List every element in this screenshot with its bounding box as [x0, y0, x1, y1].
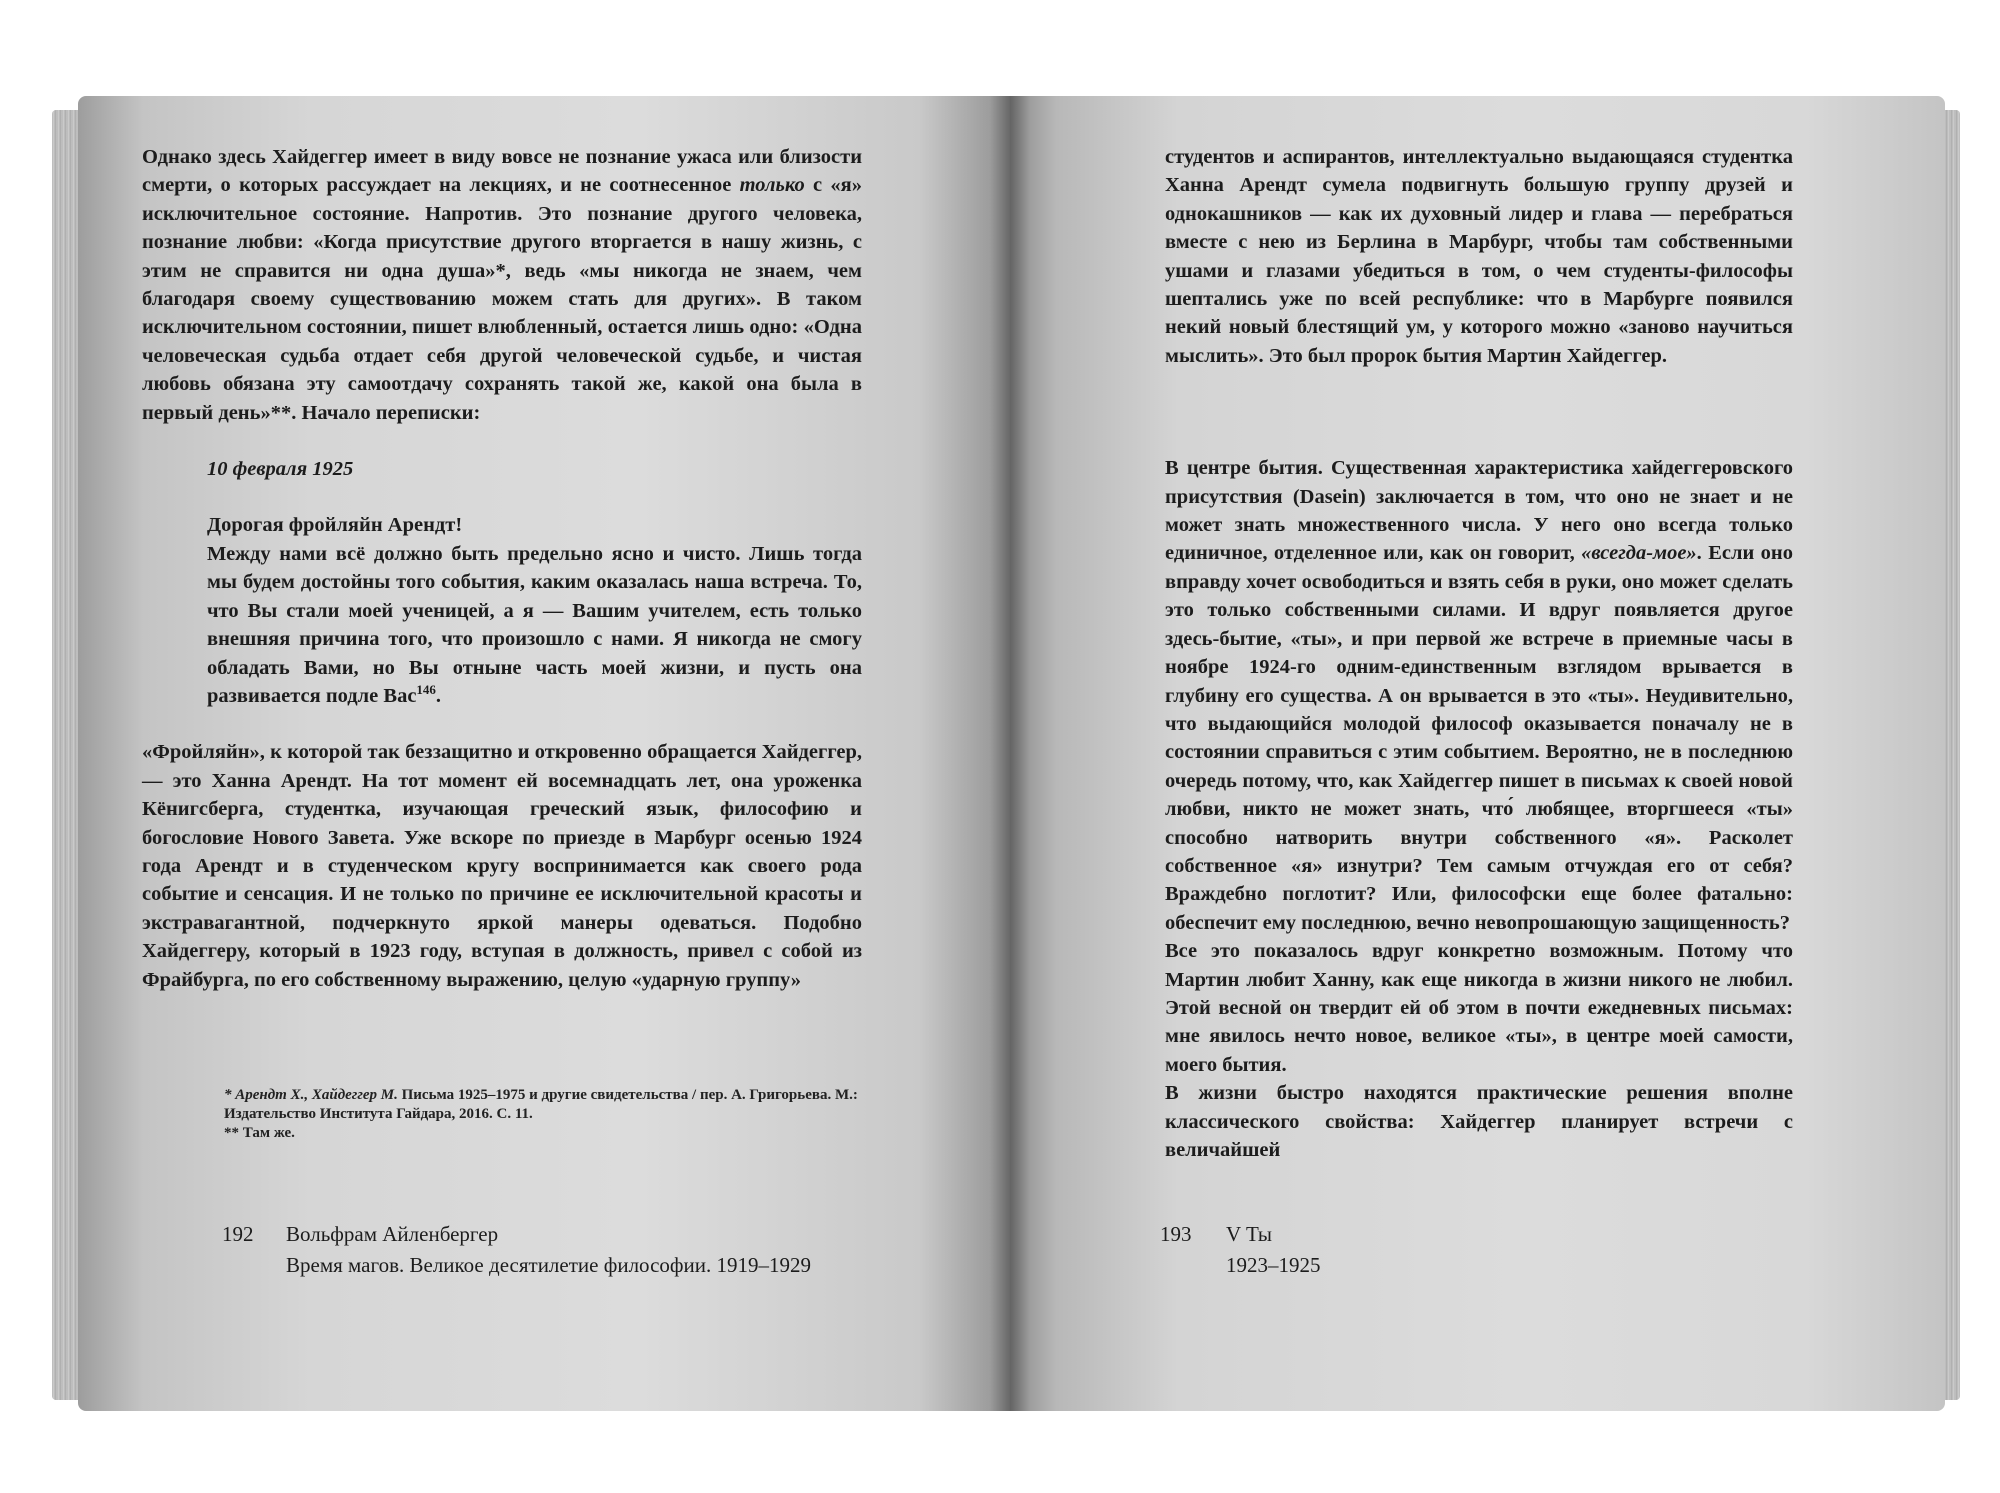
left-page-body — [142, 143, 862, 994]
left-paragraph-1: Однако здесь Хайдеггер имеет в виду вовсе не познание ужаса или близости смерти, о которых рассуждает на лекциях, и не соотнесенное только с «я» исключительное состояние. Напротив. Это познание другого человека, познание любви: «Когда присутствие другого вторгается в нашу жизнь, с этим не справится ни одна душа»*, ведь «мы никогда не знаем, чем благодаря своему существованию можем стать для других». В таком исключительном состоянии, пишет влюбленный, остается лишь одно: «Одна человеческая судьба отдает себя другой человеческой судьбе, и чистая любовь обязана эту самоотдачу сохранять такой же, какой она была в первый день»**. Начало переписки: — [142, 146, 862, 424]
right-page-body — [1165, 143, 1793, 1164]
footnotes — [224, 1086, 864, 1143]
letter-date: 10 февраля 1925 — [207, 458, 354, 481]
right-paragraph-1: студентов и аспирантов, интеллектуально выдающаяся студентка Ханна Арендт сумела подвигнуть большую группу друзей и однокашников — как их духовный лидер и глава — перебраться вместе с нею из Берлина в Марбург, чтобы там собственными ушами и глазами убедиться в том, о чем студенты-философы шептались уже по всей республике: что в Марбурге появился некий новый блестящий ум, у которого можно «заново научиться мыслить». Это был пророк бытия Мартин Хайдеггер. — [1165, 146, 1793, 367]
running-head-chapter: V Ты — [1226, 1222, 1272, 1246]
spine-shadow — [990, 96, 1030, 1411]
running-head-title: Время магов. Великое десятилетие философии. 1919–1929 — [286, 1253, 811, 1277]
page-number-left: 192 — [222, 1222, 254, 1246]
right-paragraph-3: Все это показалось вдруг конкретно возможным. Потому что Мартин любит Ханну, как еще никогда в жизни никого не любил. Этой весной он твердит ей об этом в почти ежедневных письмах: мне явилось нечто новое, великое «ты», в центре моей самости, моего бытия. — [1165, 940, 1793, 1076]
section-heading: В центре бытия. — [1165, 457, 1323, 480]
endnote-ref: 146 — [416, 682, 436, 698]
letter-salutation: Дорогая фройляйн Арендт! — [207, 514, 463, 537]
running-head-author: Вольфрам Айленбергер — [286, 1222, 499, 1246]
page-number-right: 193 — [1160, 1222, 1192, 1246]
footnote-2: ** Там же. — [224, 1125, 295, 1141]
right-paragraph-2: В центре бытия. Существенная характеристика хайдеггеровского присутствия (Dasein) заключается в том, что оно не знает и не может знать множественного числа. У него оно всегда только единичное, отделенное или, как он говорит, «всегда-мое». Если оно вправду хочет освободиться и взять себя в руки, оно может сделать это только собственными силами. И вдруг появляется другое здесь-бытие, «ты», и при первой же встрече в приемные часы в ноябре 1924-го одним-единственным взглядом врывается в глубину его существа. А он врывается в это «ты». Неудивительно, что выдающийся молодой философ оказывается поначалу не в состоянии справиться с этим событием. Вероятно, не в последнюю очередь потому, что, как Хайдеггер пишет в письмах к своей новой любви, никто не может знать, что́ любящее, вторгшееся «ты» способно натворить внутри собственного «я». Расколет собственное «я» изнутри? Тем самым отчуждая его от себя? Враждебно поглотит? Или, философски еще более фатально: обеспечит ему последнюю, вечно невопрошающую защищенность? — [1165, 457, 1793, 934]
right-paragraph-4: В жизни быстро находятся практические решения вполне классического свойства: Хайдеггер планирует встречи с величайшей — [1165, 1082, 1793, 1161]
quoted-letter — [207, 455, 862, 710]
letter-body: Между нами всё должно быть предельно ясно и чисто. Лишь тогда мы будем достойны того события, каким оказалась наша встреча. То, что Вы стали моей ученицей, а я — Вашим учителем, есть только внешняя причина того, что произошло с нами. Я никогда не смогу обладать Вами, но Вы отныне часть моей жизни, и пусть она развивается подле Вас$^{146}$. — [207, 542, 862, 707]
running-head-years: 1923–1925 — [1226, 1253, 1321, 1277]
left-paragraph-2: «Фройляйн», к которой так беззащитно и откровенно обращается Хайдеггер, — это Ханна Арендт. На тот момент ей восемнадцать лет, она уроженка Кёнигсберга, студентка, изучающая греческий язык, философию и богословие Нового Завета. Уже вскоре по приезде в Марбург осенью 1924 года Арендт и в студенческом кругу воспринимается как своего рода событие и сенсация. И не только по причине ее исключительной красоты и экстравагантной, подчеркнуто яркой манеры одеваться. Подобно Хайдеггеру, который в 1923 году, вступая в должность, привел с собой из Фрайбурга, по его собственному выражению, целую «ударную группу» — [142, 741, 862, 991]
footnote-1: * Арендт Х., Хайдеггер М. Письма 1925–1975 и другие свидетельства / пер. А. Григорьева. М.: Издательство Института Гайдара, 2016. С. 11. — [224, 1087, 858, 1122]
